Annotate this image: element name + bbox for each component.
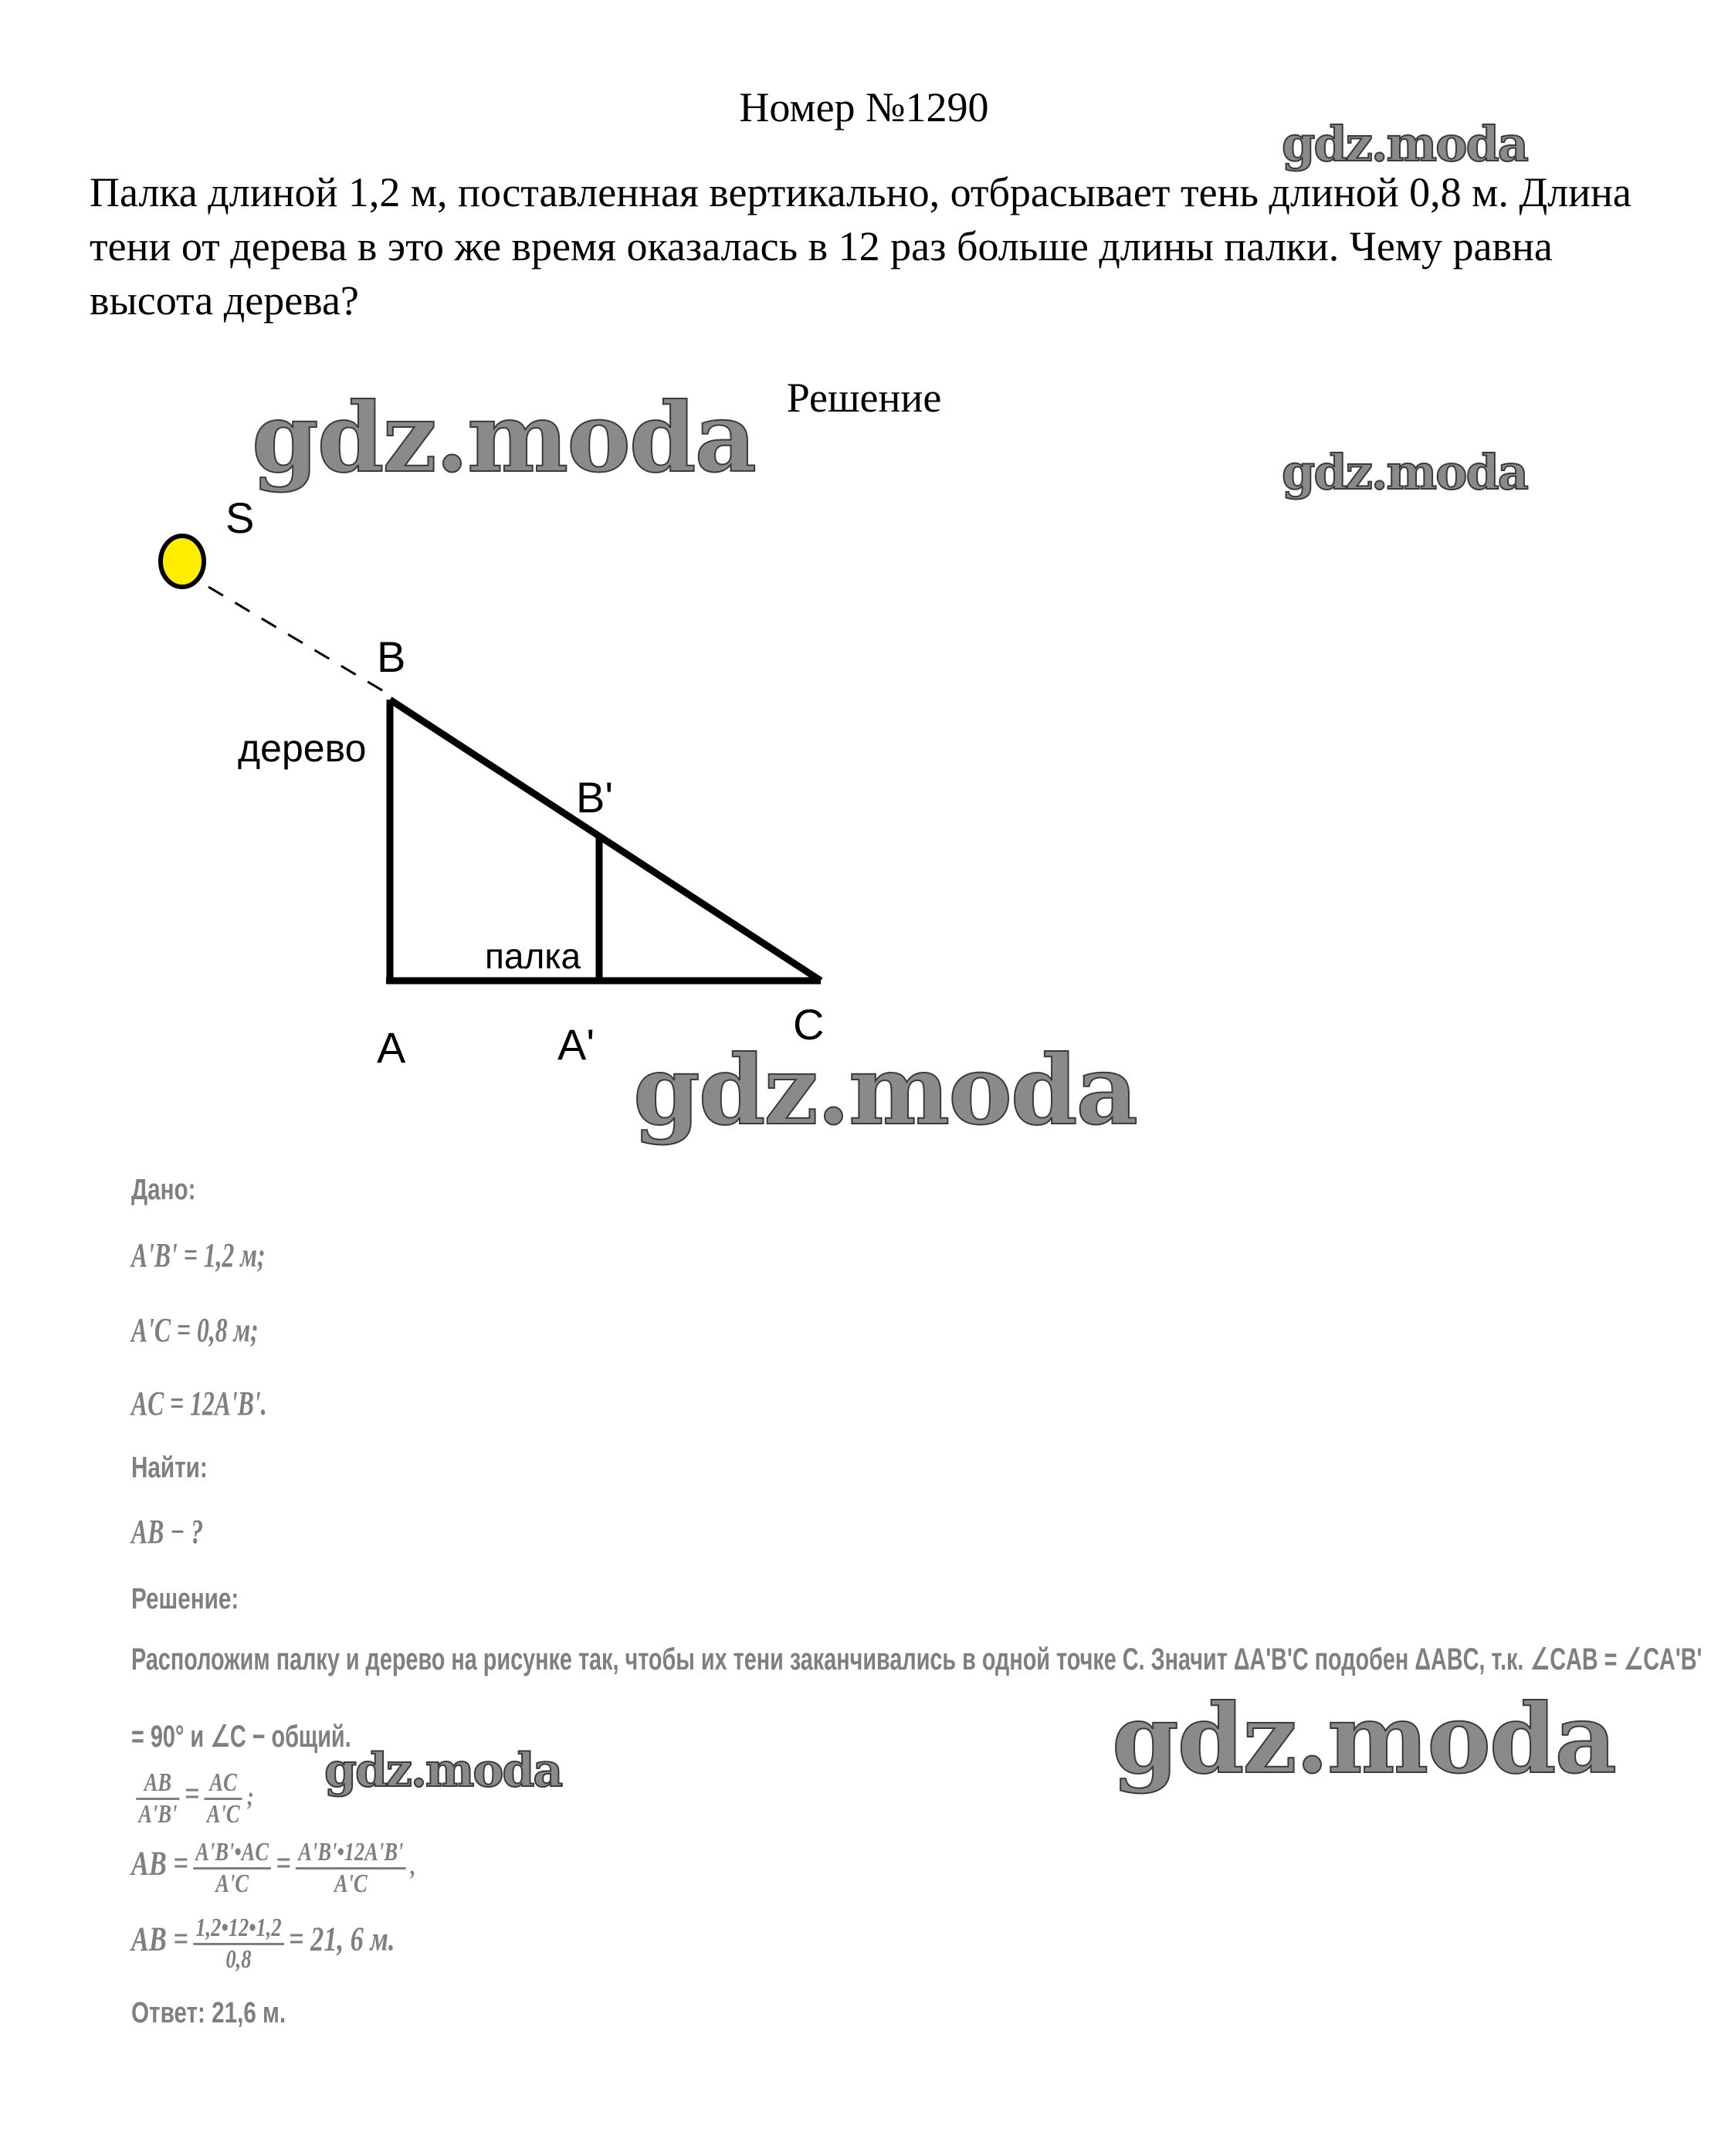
fraction-numerator: AB: [136, 1768, 179, 1800]
solution-subheading: Решение:: [131, 1583, 239, 1615]
tree-label: дерево: [238, 727, 367, 770]
answer-line: Ответ: 21,6 м.: [131, 1997, 286, 2029]
fraction-denominator: A'C: [215, 1870, 249, 1898]
stick-label: палка: [485, 936, 581, 976]
sun-label: S: [225, 493, 255, 542]
fraction: [193, 1914, 284, 1975]
solution-text-1: Расположим палку и дерево на рисунке так, чтобы их тени заканчивались в одной точке С. Значит ΔA'B'C подобен ΔABC, т.к. ∠CAB = ∠CA'B': [131, 1642, 1703, 1676]
given-heading: Дано:: [131, 1174, 196, 1206]
equation-result: = 21, 6 м.: [289, 1920, 395, 1958]
fraction-numerator: AC: [205, 1768, 242, 1800]
sun-ray-dashed: [208, 587, 386, 693]
punctuation: ,: [410, 1852, 416, 1881]
fraction-denominator: A'B': [138, 1800, 178, 1829]
problem-number-title: Номер №1290: [739, 84, 989, 131]
watermark: gdz.moda: [1112, 1683, 1615, 1795]
solution-text-2: = 90° и ∠C − общий.: [131, 1720, 351, 1754]
ab-expression-equation: [131, 1838, 415, 1899]
watermark: gdz.moda: [633, 1035, 1137, 1147]
proportion-equation: [131, 1768, 254, 1829]
given-line-2: A'C = 0,8 м;: [131, 1311, 259, 1349]
hypotenuse-bc: [390, 700, 821, 981]
point-b-label: B: [377, 632, 406, 681]
watermark: gdz.moda: [252, 382, 755, 494]
fraction-numerator: A'B'•AC: [193, 1838, 271, 1870]
fraction: [136, 1768, 179, 1829]
find-line-1: AB − ?: [131, 1513, 204, 1551]
point-b-prime-label: B': [576, 773, 614, 822]
fraction-numerator: 1,2•12•1,2: [193, 1914, 284, 1945]
problem-statement: Палка длиной 1,2 м, поставленная вертикально, отбрасывает тень длиной 0,8 м. Длина тени от дерева в это же время оказалась в 12 раз больше длины палки. Чему равна высота дерева?: [90, 169, 1631, 324]
fraction-denominator: 0,8: [225, 1945, 252, 1974]
find-heading: Найти:: [131, 1452, 208, 1484]
point-c-label: C: [793, 1000, 825, 1049]
solution-heading: Решение: [786, 375, 942, 421]
punctuation: ;: [246, 1782, 254, 1812]
fraction: [296, 1838, 405, 1899]
equals-sign: =: [276, 1844, 291, 1883]
watermark: gdz.moda: [1282, 116, 1527, 172]
watermark: gdz.moda: [1282, 444, 1527, 500]
given-line-3: AC = 12A'B'.: [131, 1385, 267, 1422]
equation-lhs: AB =: [131, 1920, 188, 1958]
fraction-denominator: A'C: [206, 1800, 240, 1829]
watermark: gdz.moda: [324, 1744, 562, 1798]
fraction-denominator: A'C: [334, 1870, 368, 1898]
sun-icon: [161, 536, 204, 587]
fraction: [205, 1768, 242, 1829]
point-a-prime-label: A': [557, 1020, 595, 1069]
fraction: [193, 1838, 271, 1899]
fraction-numerator: A'B'•12A'B': [296, 1838, 405, 1870]
ab-numeric-equation: [131, 1914, 395, 1975]
equals-sign: =: [184, 1775, 200, 1813]
given-line-1: A'B' = 1,2 м;: [131, 1236, 266, 1274]
equation-lhs: AB =: [131, 1844, 188, 1883]
point-a-label: A: [377, 1023, 406, 1072]
